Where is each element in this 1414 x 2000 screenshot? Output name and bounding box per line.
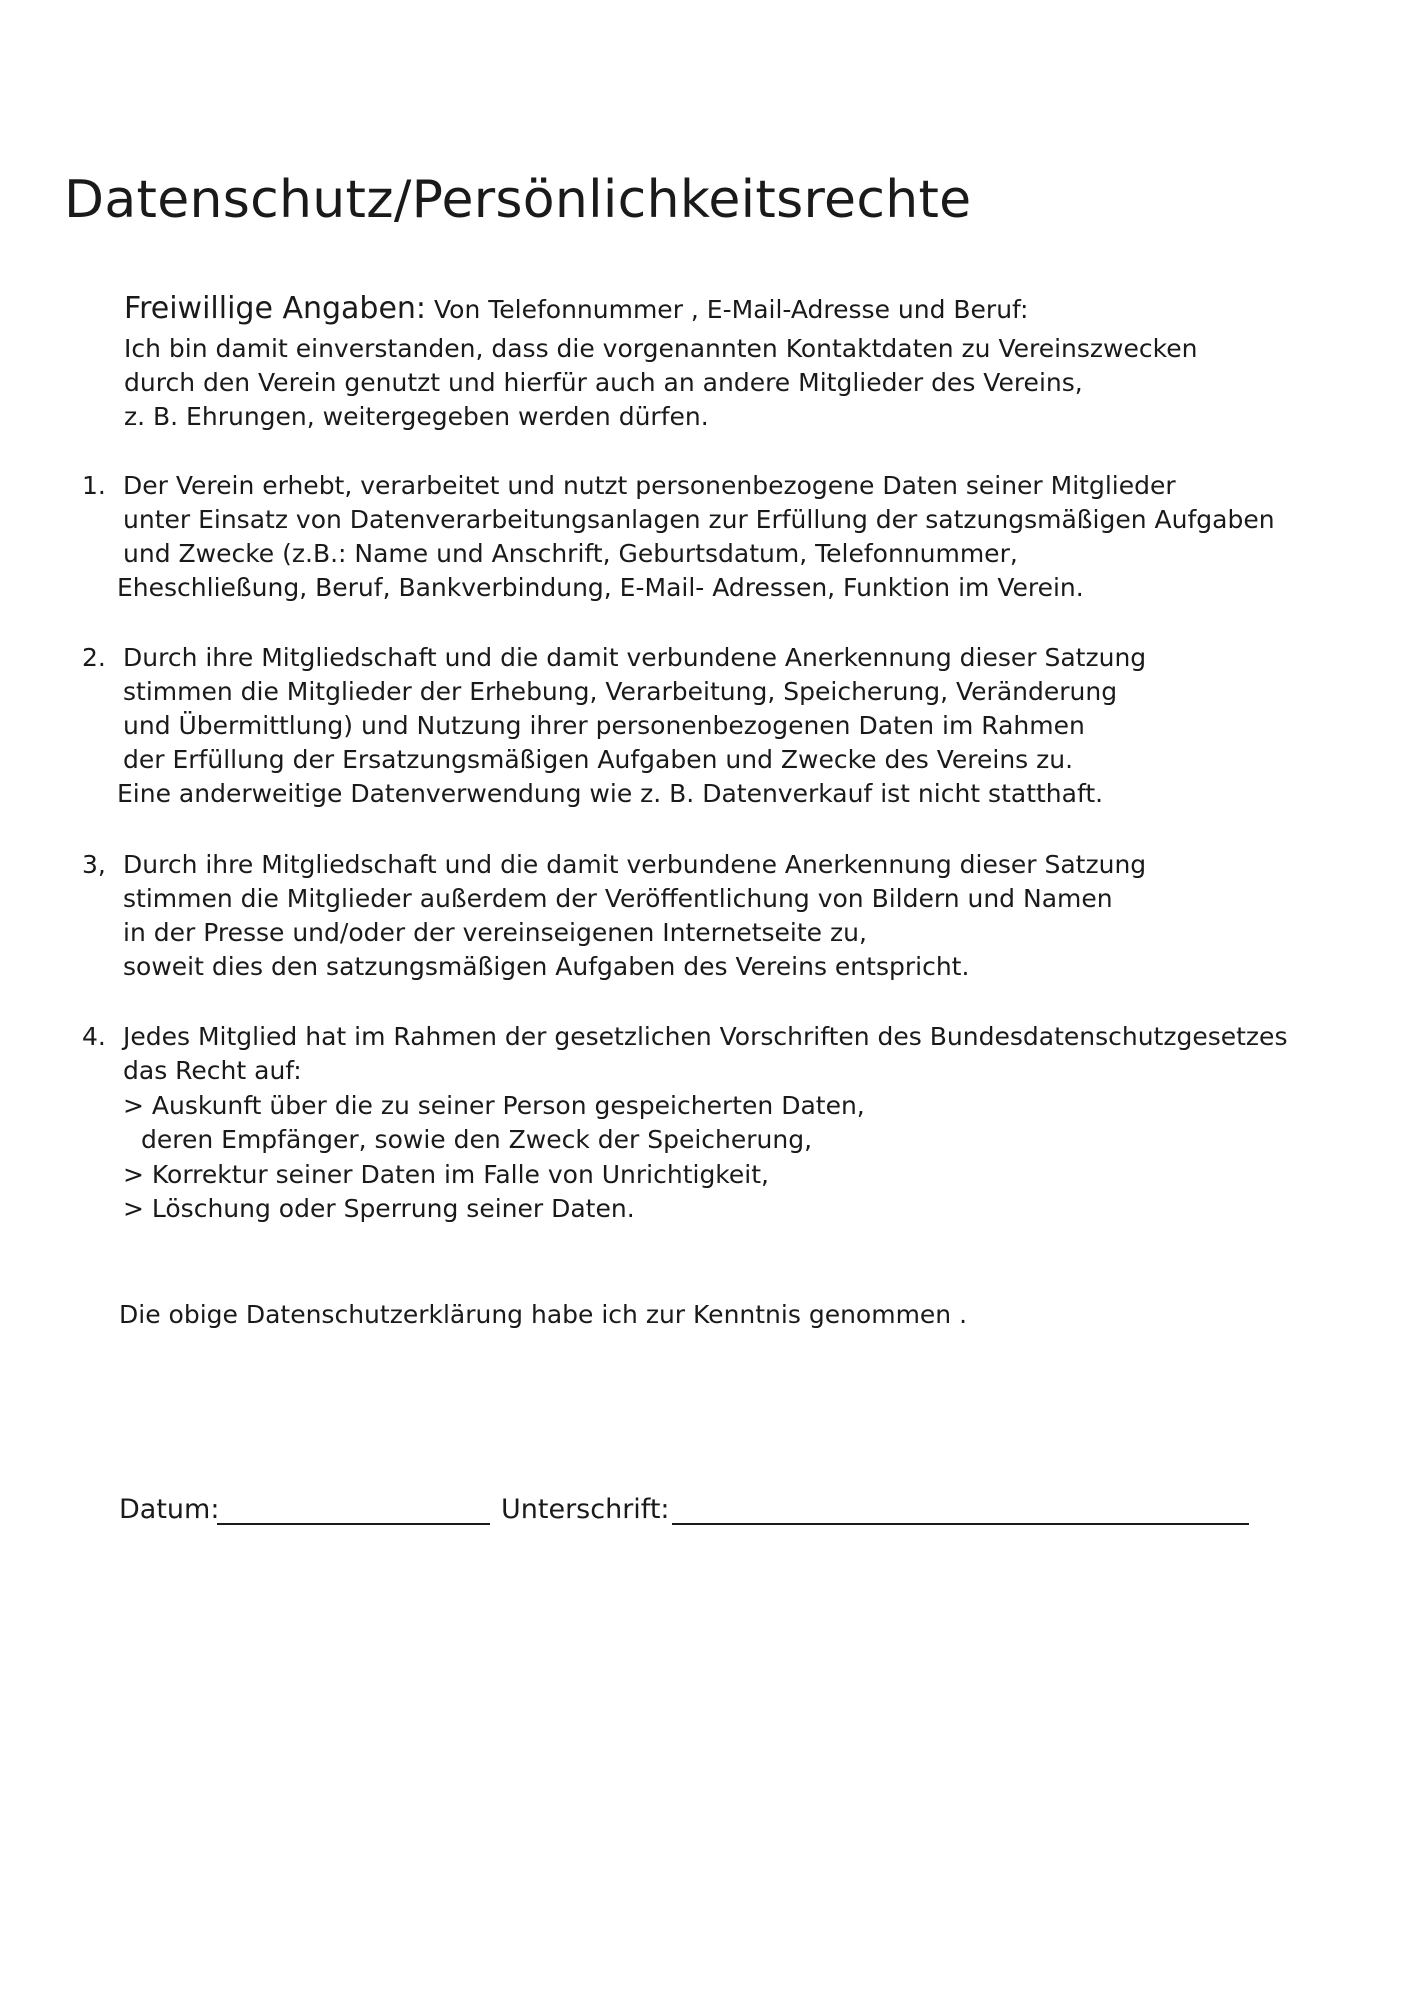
list-item-line: stimmen die Mitglieder der Erhebung, Verarbeitung, Speicherung, Veränderung [123,677,1118,706]
list-item-line: soweit dies den satzungsmäßigen Aufgaben des Vereins entspricht. [123,952,970,981]
list-item-line: Durch ihre Mitgliedschaft und die damit verbundene Anerkennung dieser Satzung [123,643,1147,672]
list-item-line: der Erfüllung der Ersatzungsmäßigen Aufgaben und Zwecke des Vereins zu. [123,745,1074,774]
signature-label: Unterschrift: [501,1494,670,1525]
date-label: Datum: [119,1494,220,1525]
list-item-number: 4. [82,1022,106,1051]
list-item-line: und Übermittlung) und Nutzung ihrer personenbezogenen Daten im Rahmen [123,711,1085,740]
acknowledgement-text: Die obige Datenschutzerklärung habe ich zur Kenntnis genommen . [119,1300,968,1329]
list-item-line: > Auskunft über die zu seiner Person gespeicherten Daten, [123,1091,865,1120]
intro-first-line-rest: Von Telefonnummer , E-Mail-Adresse und Beruf: [426,295,1029,324]
list-item-line: und Zwecke (z.B.: Name und Anschrift, Geburtsdatum, Telefonnummer, [123,539,1018,568]
list-item-line: Eheschließung, Beruf, Bankverbindung, E-Mail- Adressen, Funktion im Verein. [117,573,1084,602]
document-title: Datenschutz/Persönlichkeitsrechte [64,170,972,230]
list-item-line: Der Verein erhebt, verarbeitet und nutzt personenbezogene Daten seiner Mitglieder [123,471,1176,500]
list-item-number: 2. [82,643,106,672]
list-item-line: unter Einsatz von Datenverarbeitungsanlagen zur Erfüllung der satzungsmäßigen Aufgaben [123,505,1275,534]
list-item-line: > Korrektur seiner Daten im Falle von Unrichtigkeit, [123,1160,769,1189]
list-item-line: Durch ihre Mitgliedschaft und die damit verbundene Anerkennung dieser Satzung [123,850,1147,879]
intro-first-line [124,292,1028,327]
list-item-line: deren Empfänger, sowie den Zweck der Speicherung, [141,1125,813,1154]
list-item-number: 1. [82,471,106,500]
list-item-line: stimmen die Mitglieder außerdem der Veröffentlichung von Bildern und Namen [123,884,1113,913]
list-item-line: Eine anderweitige Datenverwendung wie z. B. Datenverkauf ist nicht statthaft. [117,779,1104,808]
intro-line: durch den Verein genutzt und hierfür auch an andere Mitglieder des Vereins, [124,368,1083,397]
list-item-line: > Löschung oder Sperrung seiner Daten. [123,1194,635,1223]
list-item-line: in der Presse und/oder der vereinseigenen Internetseite zu, [123,918,867,947]
list-item-number: 3, [82,850,106,879]
date-line[interactable] [217,1523,490,1525]
signature-row [119,1492,1259,1532]
list-item-line: Jedes Mitglied hat im Rahmen der gesetzlichen Vorschriften des Bundesdatenschutzgesetzes [123,1022,1288,1051]
intro-line: Ich bin damit einverstanden, dass die vorgenannten Kontaktdaten zu Vereinszwecken [124,334,1198,363]
intro-lead: Freiwillige Angaben: [124,291,427,326]
list-item-line: das Recht auf: [123,1056,302,1085]
intro-line: z. B. Ehrungen, weitergegeben werden dürfen. [124,402,709,431]
signature-line[interactable] [672,1523,1249,1525]
